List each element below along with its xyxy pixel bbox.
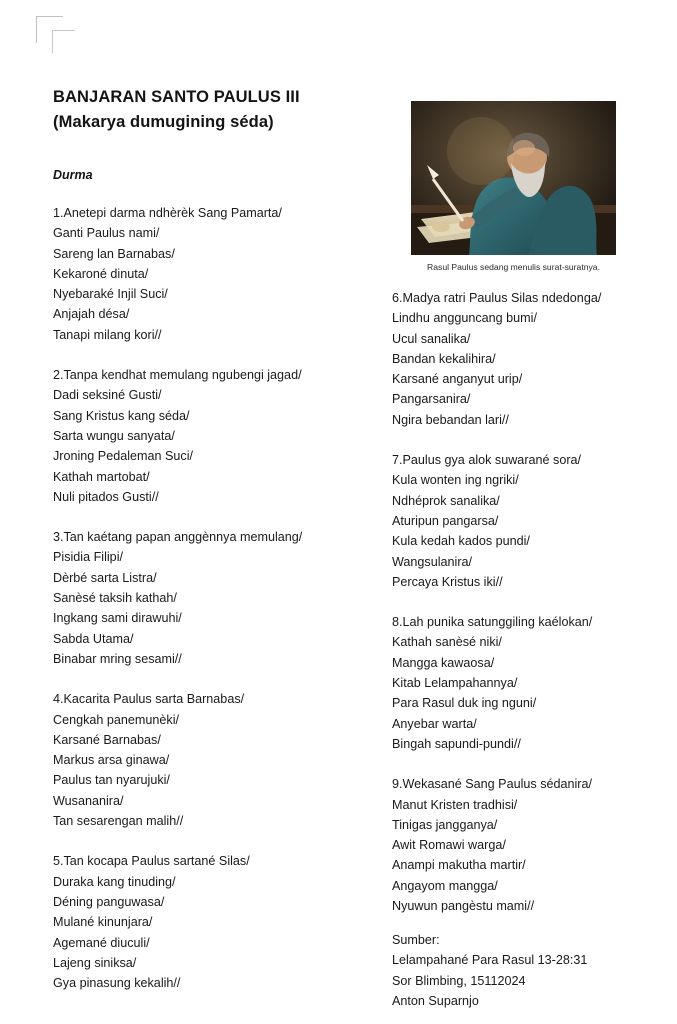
stanza-line: Ndhéprok sanalika/ xyxy=(392,493,500,508)
stanza-line: Déning panguwasa/ xyxy=(53,894,165,909)
stanza-line: Nyuwun pangèstu mami// xyxy=(392,899,535,914)
paul-writing-letters-painting-icon xyxy=(411,101,616,255)
stanza-line: Sang Kristus kang séda/ xyxy=(53,408,190,423)
stanza-line: 5.Tan kocapa Paulus sartané Silas/ xyxy=(53,854,250,869)
stanza-line: Kula kedah kados pundi/ xyxy=(392,534,530,549)
painting-svg xyxy=(411,101,616,255)
stanza-line: Bingah sapundi-pundi// xyxy=(392,736,521,751)
stanza-4 xyxy=(53,689,383,831)
stanza-line: Mangga kawaosa/ xyxy=(392,655,495,670)
stanza-line: Awit Romawi warga/ xyxy=(392,838,506,853)
stanza-line: Agemané diuculi/ xyxy=(53,935,150,950)
stanza-line: Sanèsé taksih kathah/ xyxy=(53,591,177,606)
stanza-line: Pangarsanira/ xyxy=(392,392,471,407)
stanza-line: Kathah sanèsé niki/ xyxy=(392,635,502,650)
stanza-line: 8.Lah punika satunggiling kaélokan/ xyxy=(392,615,593,630)
stanza-line: Tan sesarengan malih// xyxy=(53,814,184,829)
stanza-line: Anjajah désa/ xyxy=(53,307,130,322)
stanza-line: Lindhu angguncang bumi/ xyxy=(392,311,537,326)
title-line-1: BANJARAN SANTO PAULUS III xyxy=(53,88,300,106)
stanza-line: Cengkah panemunèki/ xyxy=(53,712,180,727)
stanza-line: Percaya Kristus iki// xyxy=(392,574,503,589)
stanza-line: Ganti Paulus nami/ xyxy=(53,226,160,241)
stanza-line: Karsané Barnabas/ xyxy=(53,732,161,747)
stanza-line: 7.Paulus gya alok suwarané sora/ xyxy=(392,453,582,468)
stanza-line: Kula wonten ing ngriki/ xyxy=(392,473,519,488)
stanza-line: 1.Anetepi darma ndhèrèk Sang Pamarta/ xyxy=(53,206,282,220)
source-block xyxy=(392,930,587,1011)
stanza-line: Dèrbé sarta Listra/ xyxy=(53,570,157,585)
stanza-line: Bandan kekalihira/ xyxy=(392,351,496,366)
stanza-line: Wangsulanira/ xyxy=(392,554,473,569)
stanza-line: Nuli pitados Gusti// xyxy=(53,489,159,504)
stanza-line: Paulus tan nyarujuki/ xyxy=(53,773,170,788)
stanza-line: Para Rasul duk ing nguni/ xyxy=(392,696,537,711)
source-reference: Lelampahané Para Rasul 13-28:31 xyxy=(392,953,588,968)
stanza-1 xyxy=(53,203,383,345)
stanza-line: 6.Madya ratri Paulus Silas ndedonga/ xyxy=(392,291,602,305)
stanza-6 xyxy=(392,288,662,430)
stanza-line: Jroning Pedaleman Suci/ xyxy=(53,449,194,464)
stanza-line: Tanapi milang kori// xyxy=(53,327,162,342)
stanza-line: Anyebar warta/ xyxy=(392,716,477,731)
source-author: Anton Suparnjo xyxy=(392,993,479,1008)
stanza-line: Sareng lan Barnabas/ xyxy=(53,246,175,261)
stanza-line: 9.Wekasané Sang Paulus sédanira/ xyxy=(392,777,592,792)
stanza-line: Sarta wungu sanyata/ xyxy=(53,428,175,443)
stanza-line: Gya pinasung kekalih// xyxy=(53,976,181,991)
stanza-line: Lajeng siniksa/ xyxy=(53,955,137,970)
stanza-line: Pisidia Filipi/ xyxy=(53,550,123,565)
stanza-line: 4.Kacarita Paulus sarta Barnabas/ xyxy=(53,692,245,707)
source-place-date: Sor Blimbing, 15112024 xyxy=(392,973,526,988)
stanza-8 xyxy=(392,612,662,754)
stanza-line: Manut Kristen tradhisi/ xyxy=(392,797,518,812)
figure-caption: Rasul Paulus sedang menulis surat-suratnya. xyxy=(427,262,600,272)
stanza-line: Kekaroné dinuta/ xyxy=(53,266,149,281)
stanzas-left-column xyxy=(53,203,383,1013)
stanza-line: Aturipun pangarsa/ xyxy=(392,513,499,528)
page-title xyxy=(53,85,403,135)
stanza-line: Wusananira/ xyxy=(53,793,124,808)
figure-paul-writing xyxy=(411,101,616,273)
stanza-3 xyxy=(53,527,383,669)
stanza-line: Ngira bebandan lari// xyxy=(392,412,509,427)
stanza-line: Markus arsa ginawa/ xyxy=(53,753,170,768)
stanza-line: Anampi makutha martir/ xyxy=(392,858,526,873)
stanza-9 xyxy=(392,774,662,916)
stanza-line: Kathah martobat/ xyxy=(53,469,150,484)
stanzas-right-column xyxy=(392,288,662,936)
stanza-line: Nyebaraké Injil Suci/ xyxy=(53,287,168,302)
stanza-line: Duraka kang tinuding/ xyxy=(53,874,176,889)
stanza-line: Karsané anganyut urip/ xyxy=(392,372,523,387)
stanza-5 xyxy=(53,851,383,993)
stanza-line: Ingkang sami dirawuhi/ xyxy=(53,611,182,626)
stanza-line: Ucul sanalika/ xyxy=(392,331,471,346)
title-line-2: (Makarya dumugining séda) xyxy=(53,113,274,131)
stanza-line: 2.Tanpa kendhat memulang ngubengi jagad/ xyxy=(53,368,302,383)
stanza-line: 3.Tan kaétang papan anggènnya memulang/ xyxy=(53,530,303,545)
stanza-line: Dadi seksiné Gusti/ xyxy=(53,388,162,403)
stanza-line: Angayom mangga/ xyxy=(392,878,498,893)
stanza-line: Tinigas jangganya/ xyxy=(392,817,498,832)
source-label: Sumber: xyxy=(392,933,440,947)
stanza-line: Kitab Lelampahannya/ xyxy=(392,676,518,691)
stanza-line: Binabar mring sesami// xyxy=(53,651,182,666)
stanza-2 xyxy=(53,365,383,507)
stanza-line: Sabda Utama/ xyxy=(53,631,134,646)
stanza-line: Mulané kinunjara/ xyxy=(53,915,153,930)
meter-name-durma: Durma xyxy=(53,168,93,182)
stanza-7 xyxy=(392,450,662,592)
